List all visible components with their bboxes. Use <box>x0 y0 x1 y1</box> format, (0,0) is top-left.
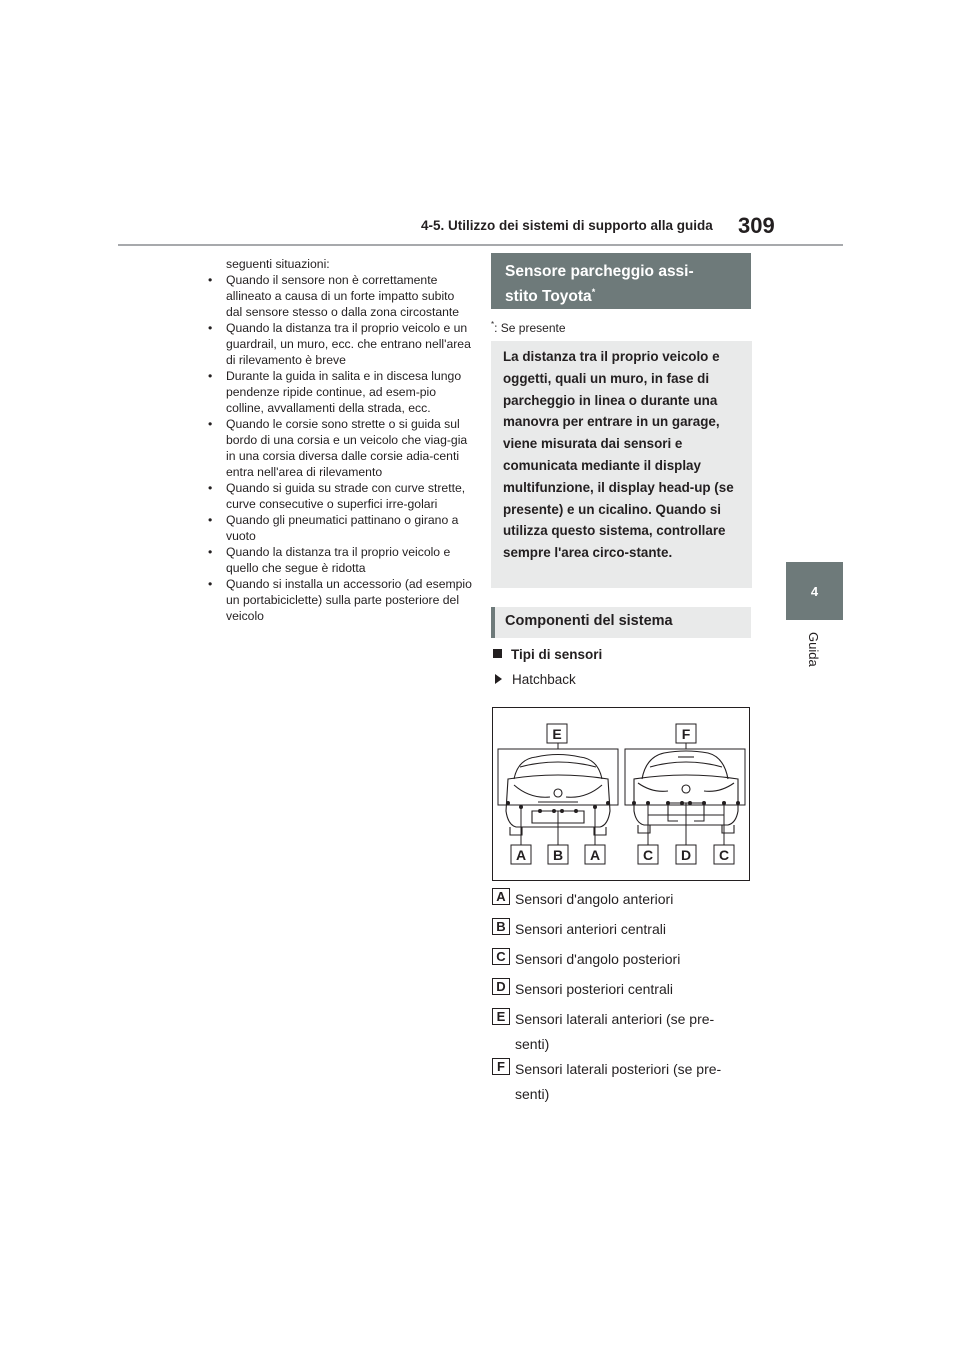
list-item: • Durante la guida in salita e in discesa lungo pendenze ripide continue, ad esem-pio colline, avvallamenti della strada, ecc. <box>203 368 473 416</box>
legend-key: B <box>492 918 510 935</box>
summary-box <box>491 341 752 588</box>
feature-title-box <box>491 253 751 309</box>
situation-list <box>203 272 473 624</box>
sensor-dot <box>736 801 740 805</box>
chapter-number: 4 <box>810 584 819 599</box>
list-item: • Quando le corsie sono strette o si guida sul bordo di una corsia e un veicolo che viag-gia in una corsia diversa dalle corsie adia-centi entra nell'area di rilevamento <box>203 416 473 480</box>
feature-title: Sensore parcheggio assi- stito Toyota* <box>505 263 694 306</box>
legend-text: Sensori laterali posteriori (se pre-senti) <box>515 1061 722 1102</box>
label-c-right: C <box>718 847 730 863</box>
legend-key: E <box>492 1008 510 1025</box>
legend-text: Sensori d'angolo posteriori <box>515 951 681 967</box>
list-item: • Quando la distanza tra il proprio veicolo e quello che segue è ridotta <box>203 544 473 576</box>
sensor-dot <box>538 809 542 813</box>
legend-key: D <box>492 978 510 995</box>
legend-text: Sensori posteriori centrali <box>515 981 673 997</box>
list-item: • Quando il sensore non è correttamente allineato a causa di un forte impatto subito dal sensore stesso o dalla zona circostante <box>203 272 473 320</box>
sensor-dot <box>680 801 684 805</box>
sub-subheading: Hatchback <box>493 672 576 687</box>
chapter-tab[interactable] <box>786 562 843 620</box>
list-item: • Quando si installa un accessorio (ad esempio un portabiciclette) sulla parte posteriore del veicolo <box>203 576 473 624</box>
list-item: • Quando gli pneumatici pattinano o girano a vuoto <box>203 512 473 544</box>
legend-text: Sensori laterali anteriori (se pre-senti) <box>515 1011 715 1052</box>
sensor-dot <box>688 801 692 805</box>
label-a-left: A <box>515 847 527 863</box>
sensor-dot <box>506 801 510 805</box>
footnote: *: Se presente <box>491 320 566 335</box>
label-f: F <box>681 726 691 742</box>
intro-text: seguenti situazioni: <box>226 257 330 271</box>
label-d: D <box>680 847 692 863</box>
sensor-dot <box>632 801 636 805</box>
label-b: B <box>552 847 564 863</box>
chapter-label <box>786 632 843 682</box>
sensor-dot <box>552 809 556 813</box>
label-a-right: A <box>589 847 601 863</box>
list-item: • Quando si guida su strade con curve strette, curve consecutive o superfici irre-golari <box>203 480 473 512</box>
legend-text: Sensori anteriori centrali <box>515 921 666 937</box>
section-heading-box <box>491 607 751 638</box>
legend-key: A <box>492 888 510 905</box>
triangle-bullet-icon <box>495 674 502 684</box>
section-heading: Componenti del sistema <box>505 613 673 629</box>
list-item: • Quando la distanza tra il proprio veicolo e un guardrail, un muro, ecc. che entrano nell'area di rilevamento è breve <box>203 320 473 368</box>
left-column <box>203 256 473 624</box>
title-footnote-marker: * <box>591 287 596 297</box>
sensor-diagram <box>492 707 750 881</box>
legend-key: C <box>492 948 510 965</box>
summary-text: La distanza tra il proprio veicolo e oggetti, quali un muro, in fase di parcheggio in linea o durante una manovra per entrare in un garage, viene misurata dai sensori e comunicata mediante il display multifunzione, il display head-up (se presente) e un cicalino. Quando si utilizza questo sistema, controllare sempre l'area circo-stante. <box>503 349 734 561</box>
subheading: Tipi di sensori <box>493 647 602 662</box>
sensor-dot <box>560 809 564 813</box>
legend-key: F <box>492 1058 510 1075</box>
square-bullet-icon <box>493 649 502 658</box>
label-c-left: C <box>642 847 654 863</box>
label-e: E <box>552 726 562 742</box>
chapter-label-text: Guida <box>805 632 821 667</box>
header-divider <box>118 244 843 246</box>
sensor-dot <box>606 801 610 805</box>
section-title: 4-5. Utilizzo dei sistemi di supporto alla guida <box>421 218 713 233</box>
page-number: 309 <box>738 213 775 238</box>
legend-text: Sensori d'angolo anteriori <box>515 891 674 907</box>
sensor-dot <box>574 809 578 813</box>
